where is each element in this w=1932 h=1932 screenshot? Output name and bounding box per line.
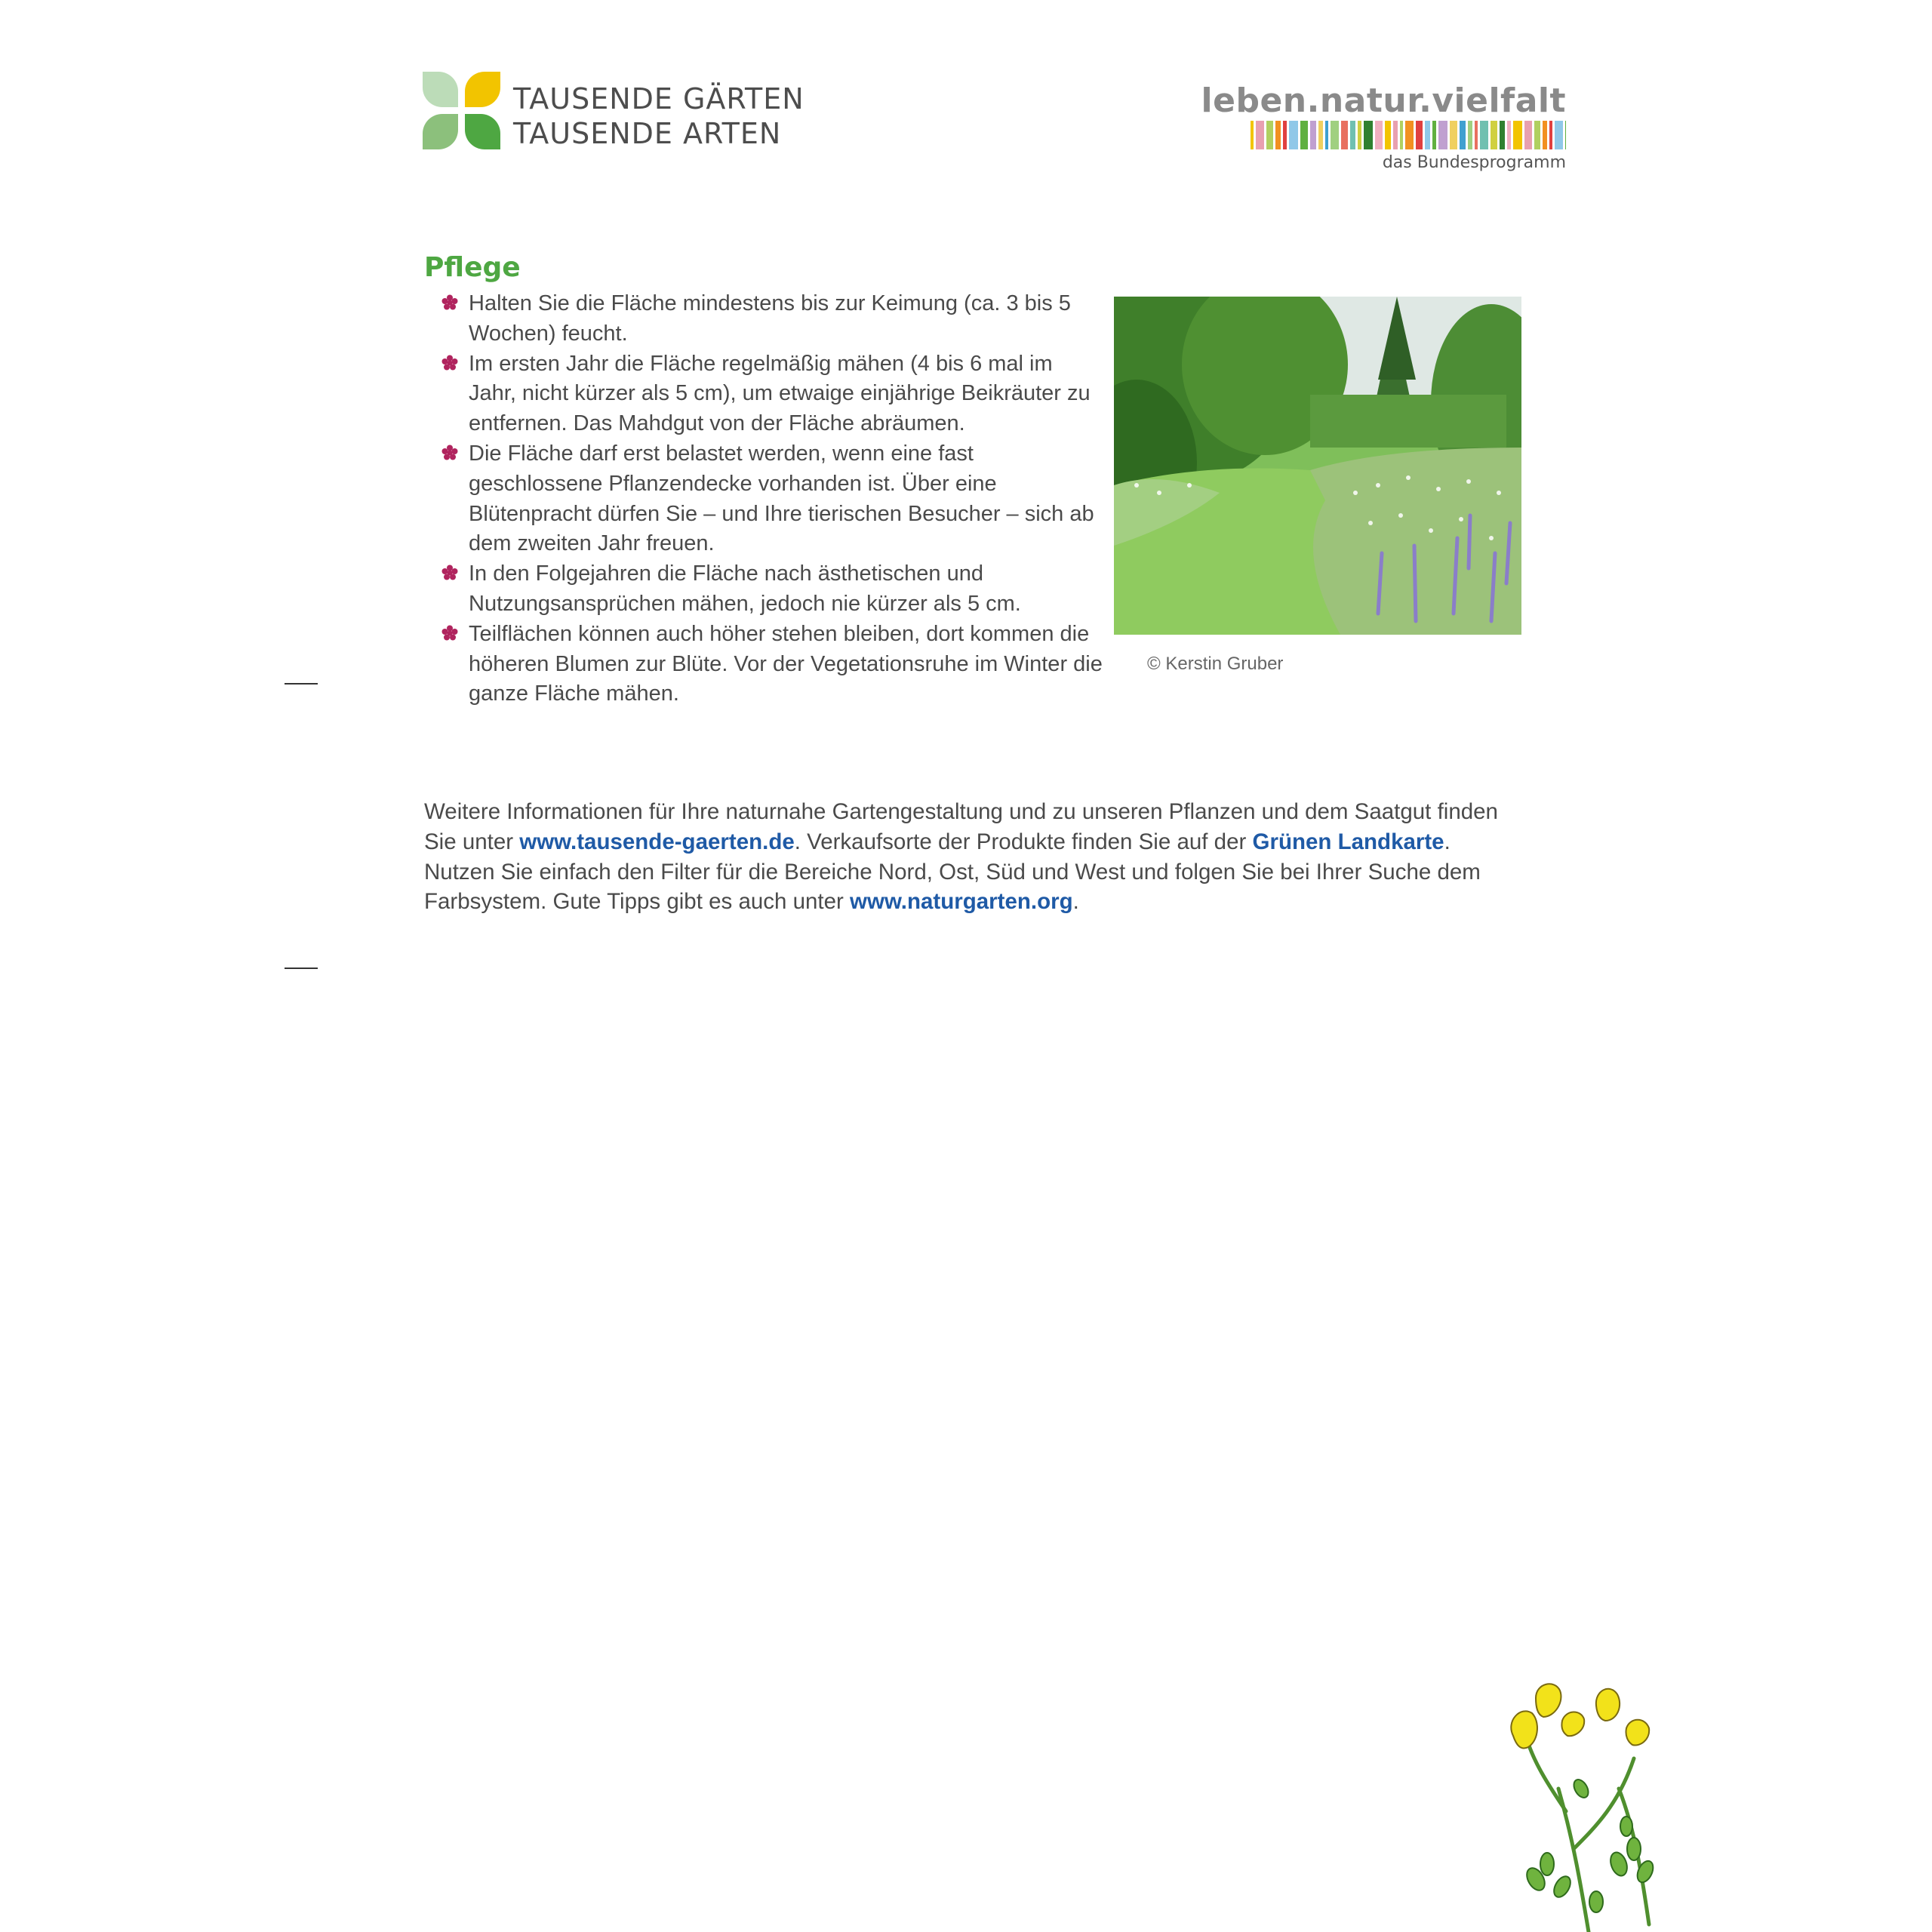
logo-right-title: leben.natur.vielfalt <box>1201 82 1566 120</box>
list-item <box>441 439 1106 559</box>
gruene-landkarte-link[interactable]: Grünen Landkarte <box>1252 829 1444 854</box>
stripe <box>1524 121 1532 149</box>
tausende-gaerten-logo <box>423 72 804 155</box>
bullet-text: Halten Sie die Fläche mindestens bis zur Keimung (ca. 3 bis 5 Wochen) feucht. <box>469 291 1071 346</box>
stripe <box>1385 121 1391 149</box>
stripe <box>1565 121 1566 149</box>
section-title: Pflege <box>424 252 521 283</box>
stripe <box>1283 121 1287 149</box>
info-text: . Verkaufsorte der Produkte finden Sie auf der <box>794 829 1253 854</box>
list-item <box>441 349 1106 439</box>
bullet-text: In den Folgejahren die Fläche nach ästhetischen und Nutzungsansprüchen mähen, jedoch nie kürzer als 5 cm. <box>469 561 1021 616</box>
stripe <box>1416 121 1423 149</box>
birds-foot-trefoil-illustration-icon <box>1506 1675 1657 1932</box>
stripe <box>1534 121 1540 149</box>
stripe <box>1480 121 1488 149</box>
stripe <box>1460 121 1466 149</box>
stripe <box>1491 121 1497 149</box>
stripe <box>1475 121 1478 149</box>
stripe <box>1425 121 1430 149</box>
logo-text-line2: TAUSENDE ARTEN <box>513 117 782 150</box>
stripe <box>1450 121 1457 149</box>
naturgarten-link[interactable]: www.naturgarten.org <box>850 889 1073 915</box>
garden-meadow-photo <box>1114 297 1521 635</box>
info-text: . Nutzen Sie einfach den Filter für die Bereiche Nord, Ost, Süd und West und folgen Sie bei Ihrer Suche dem Farbsystem. Gute Tipps gibt es auch unter <box>424 829 1481 915</box>
flower-bullet-icon <box>441 445 458 461</box>
info-paragraph <box>424 797 1526 917</box>
stripe <box>1289 121 1298 149</box>
stripe <box>1300 121 1308 149</box>
stripe <box>1500 121 1505 149</box>
stripe <box>1543 121 1547 149</box>
bullet-text: Die Fläche darf erst belastet werden, wenn eine fast geschlossene Pflanzendecke vorhanden ist. Über eine Blütenpracht dürfen Sie – und Ihre tierischen Besucher – sich ab dem zweiten Jahr freuen. <box>469 441 1094 556</box>
stripe <box>1251 121 1254 149</box>
margin-mark <box>285 968 318 969</box>
list-item <box>441 620 1106 709</box>
stripe <box>1266 121 1273 149</box>
logo-leaf-icon <box>465 114 500 149</box>
photo-credit: © Kerstin Gruber <box>1147 654 1284 674</box>
stripe <box>1438 121 1447 149</box>
stripe <box>1432 121 1436 149</box>
logo-text-line1: TAUSENDE GÄRTEN <box>513 82 804 115</box>
stripe <box>1393 121 1398 149</box>
stripe <box>1513 121 1522 149</box>
stripe <box>1507 121 1511 149</box>
list-item <box>441 559 1106 620</box>
bullet-text: Teilflächen können auch höher stehen bleiben, dort kommen die höheren Blumen zur Blüte. Vor der Vegetationsruhe im Winter die ganze Fläche mähen. <box>469 621 1103 706</box>
stripe <box>1400 121 1403 149</box>
info-text: . <box>1072 889 1079 915</box>
stripe <box>1256 121 1264 149</box>
flower-bullet-icon <box>441 565 458 581</box>
stripe <box>1331 121 1339 149</box>
care-bullet-list <box>441 289 1106 709</box>
stripe <box>1275 121 1281 149</box>
stripe <box>1358 121 1361 149</box>
stripe <box>1310 121 1316 149</box>
stripe <box>1325 121 1328 149</box>
leben-natur-vielfalt-logo <box>1201 82 1566 172</box>
stripe <box>1555 121 1563 149</box>
logo-leaf-icon <box>423 114 458 149</box>
bullet-text: Im ersten Jahr die Fläche regelmäßig mähen (4 bis 6 mal im Jahr, nicht kürzer als 5 cm), um etwaige einjährige Beikräuter zu entfernen. Das Mahdgut von der Fläche abräumen. <box>469 351 1091 436</box>
stripe <box>1549 121 1552 149</box>
stripe <box>1341 121 1348 149</box>
logo-leaf-icon <box>465 72 500 107</box>
stripe <box>1375 121 1383 149</box>
margin-mark <box>285 683 318 685</box>
stripe <box>1364 121 1373 149</box>
logo-right-subtitle: das Bundesprogramm <box>1382 153 1566 172</box>
stripe <box>1318 121 1323 149</box>
flower-bullet-icon <box>441 625 458 641</box>
stripe <box>1405 121 1414 149</box>
tausende-gaerten-link[interactable]: www.tausende-gaerten.de <box>519 829 795 854</box>
stripe <box>1468 121 1472 149</box>
flower-bullet-icon <box>441 355 458 371</box>
logo-leaf-icon <box>423 72 458 107</box>
list-item <box>441 289 1106 349</box>
info-text: Weitere Informationen für Ihre naturnahe Gartengestaltung und zu unseren Pflanzen und dem Saatgut finden Sie unter <box>424 799 1498 854</box>
flower-bullet-icon <box>441 294 458 311</box>
stripe <box>1350 121 1355 149</box>
color-stripes-icon <box>1251 121 1566 149</box>
